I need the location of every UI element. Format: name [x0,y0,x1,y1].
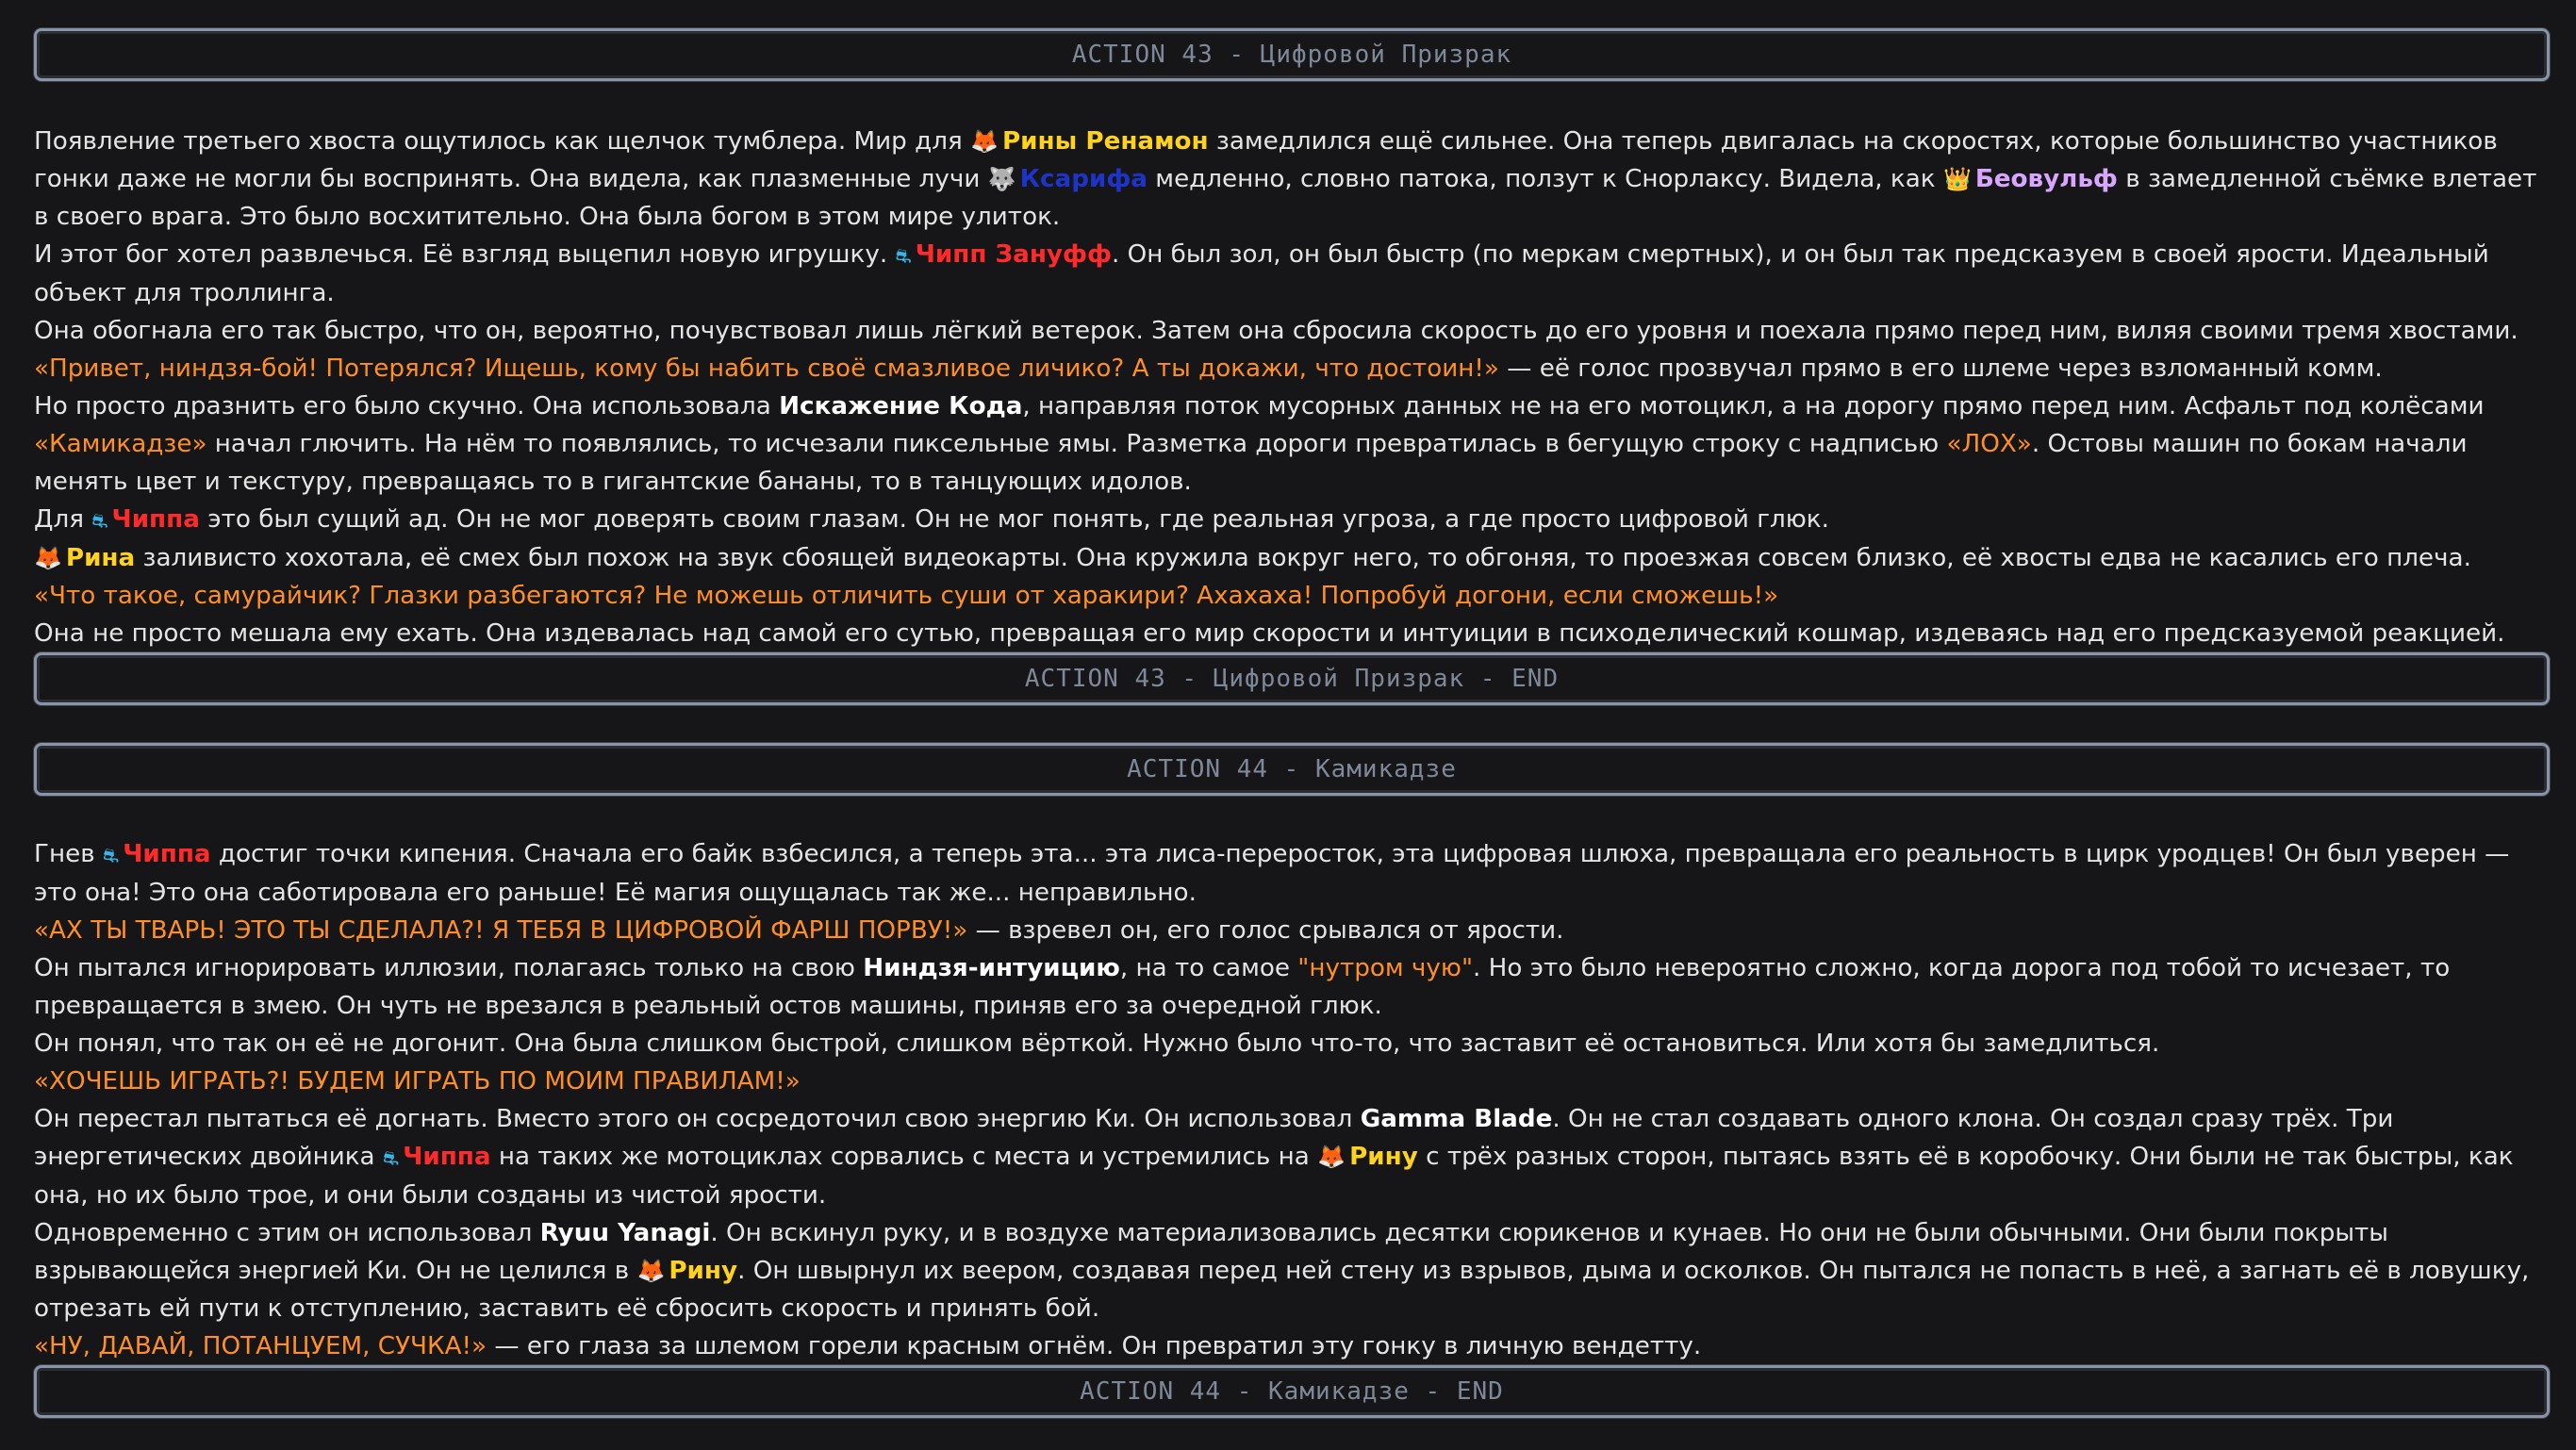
paragraph: Гнев ⛐ Чиппа достиг точки кипения. Сначала его байк взбесился, а теперь эта... эта лиса-переросток, эта цифровая шлюха, превращала его реальность в цирк уродцев! Он был уверен — это она! Это она саботировала его раньше! Её магия ощущалась так же... неправильно. [34,835,2550,912]
dialogue-quote: «Привет, ниндзя-бой! Потерялся? Ищешь, кому бы набить своё смазливое личико? А ты докажи, что достоин!» [34,354,1499,383]
paragraph: И этот бог хотел развлечься. Её взгляд выцепил новую игрушку. ⛐ Чипп Зануфф. Он был зол, он был быстр (по меркам смертных), и он был так предсказуем в своей ярости. Идеальный объект для троллинга. [34,236,2550,312]
character-rina: Рину [1349,1143,1418,1171]
paragraph: Она обогнала его так быстро, что он, вероятно, почувствовал лишь лёгкий ветерок. Затем она сбросила скорость до его уровня и поехала прямо перед ним, виляя своими тремя хвостами. [34,317,2518,345]
skill-name: Ниндзя-интуицию [863,954,1120,982]
skill-name: Gamma Blade [1360,1105,1553,1133]
fox-icon: 🦊 [636,1258,666,1284]
crown-icon: 👑 [1942,166,1972,192]
dialogue-quote: «Что такое, самурайчик? Глазки разбегаются? Не можешь отличить суши от харакири? Ахахаха! Попробуй догони, если сможешь!» [34,582,1779,610]
character-rina: Рина [65,544,136,572]
motorcycle-icon: ⛐ [91,509,108,532]
section-action-44-text [34,835,2550,1365]
skill-name: Искажение Кода [779,392,1023,420]
paragraph: Но просто дразнить его было скучно. Она использовала Искажение Кода, направляя поток мусорных данных не на его мотоцикл, а на дорогу прямо перед ним. Асфальт под колёсами «Камикадзе» начал глючить. На нём то появлялись, то исчезали пиксельные ямы. Разметка дороги превратилась в бегущую строку с надписью «ЛОХ». Остовы машин по бокам начали менять цвет и текстуру, превращаясь то в гигантские бананы, то в танцующих идолов. [34,392,2485,496]
section-footer-action-43: ACTION 43 - Цифровой Призрак - END [34,652,2550,705]
fox-icon: 🦊 [34,545,62,571]
paragraph: Она не просто мешала ему ехать. Она издевалась над самой его сутью, превращая его мир скорости и интуиции в психоделический кошмар, издеваясь над его предсказуемой реакцией. [34,619,2505,648]
paragraph: Он перестал пытаться её догнать. Вместо этого он сосредоточил свою энергию Ки. Он использовал Gamma Blade. Он не стал создавать одного клона. Он создал сразу трёх. Три энергетических двойника ⛐ Чиппа на таких же мотоциклах сорвались с места и устремились на 🦊 Рину с трёх разных сторон, пытаясь взять её в коробочку. Они были не так быстры, как она, но их было трое, и они были созданы из чистой ярости. [34,1105,2514,1210]
character-chip: Чиппа [111,505,200,534]
section-header-action-43: ACTION 43 - Цифровой Призрак [34,28,2550,81]
paragraph: Он пытался игнорировать иллюзии, полагаясь только на свою Ниндзя-интуицию, на то самое "нутром чую". Но это было невероятно сложно, когда дорога под тобой то исчезает, то превращается в змею. Он чуть не врезался в реальный остов машины, приняв его за очередной глюк. [34,954,2451,1020]
paragraph: «АХ ТЫ ТВАРЬ! ЭТО ТЫ СДЕЛАЛА?! Я ТЕБЯ В ЦИФРОВОЙ ФАРШ ПОРВУ!» — взревел он, его голос срывался от ярости. [34,916,1564,945]
fox-icon: 🦊 [970,128,999,155]
paragraph: 🦊 Рина заливисто хохотала, её смех был похож на звук сбоящей видеокарты. Она кружила вокруг него, то обгоняя, то проезжая совсем близко, её хвосты едва не касались его плеча. [34,539,2550,577]
motorcycle-icon: ⛐ [382,1146,400,1169]
motorcycle-icon: ⛐ [895,244,912,267]
character-chip: Чиппа [403,1143,491,1171]
character-rena: Рины Ренамон [1001,127,1209,156]
motorcycle-icon: ⛐ [102,844,120,866]
character-rina: Рину [669,1257,738,1285]
paragraph: Появление третьего хвоста ощутилось как щелчок тумблера. Мир для 🦊 Рины Ренамон замедлился ещё сильнее. Она теперь двигалась на скоростях, которые большинство участников гонки даже не могли бы воспринять. Она видела, как плазменные лучи 🐺 Ксарифа медленно, словно патока, ползут к Снорлаксу. Видела, как 👑 Беовульф в замедленной съёмке влетает в своего врага. Это было восхитительно. Она была богом в этом мире улиток. [34,123,2550,236]
character-ksarif: Ксарифа [1019,165,1148,193]
dialogue-quote: «АХ ТЫ ТВАРЬ! ЭТО ТЫ СДЕЛАЛА?! Я ТЕБЯ В ЦИФРОВОЙ ФАРШ ПОРВУ!» [34,916,968,945]
road-text: «ЛОХ» [1946,430,2032,458]
paragraph: «Привет, ниндзя-бой! Потерялся? Ищешь, кому бы набить своё смазливое личико? А ты докажи, что достоин!» — её голос прозвучал прямо в его шлеме через взломанный комм. [34,354,2383,383]
dialogue-quote: «ХОЧЕШЬ ИГРАТЬ?! БУДЕМ ИГРАТЬ ПО МОИМ ПРАВИЛАМ!» [34,1067,801,1096]
paragraph: Он понял, что так он её не догонит. Она была слишком быстрой, слишком вёрткой. Нужно было что-то, что заставит её остановиться. Или хотя бы замедлиться. [34,1030,2160,1058]
paragraph: Одновременно с этим он использовал Ryuu Yanagi. Он вскинул руку, и в воздухе материализовались десятки сюрикенов и кунаев. Но они не были обычными. Они были покрыты взрывающейся энергией Ки. Он не целился в 🦊 Рину. Он швырнул их веером, создавая перед ней стену из взрывов, дыма и осколков. Он пытался не попасть в неё, а загнать её в ловушку, отрезать ей пути к отступлению, заставить её сбросить скорость и принять бой. [34,1219,2530,1323]
wolf-icon: 🐺 [987,166,1016,192]
section-action-43-text [34,123,2550,652]
fox-icon: 🦊 [1317,1144,1346,1170]
skill-name: Ryuu Yanagi [539,1219,711,1247]
character-chip: Чипп Зануфф [915,240,1112,269]
vehicle-name: «Камикадзе» [34,430,207,458]
section-footer-action-44: ACTION 44 - Камикадзе - END [34,1365,2550,1418]
paragraph: Для ⛐ Чиппа это был сущий ад. Он не мог доверять своим глазам. Он не мог понять, где реальная угроза, а где просто цифровой глюк. [34,501,2550,539]
character-beowulf: Беовульф [1974,165,2118,193]
paragraph: «НУ, ДАВАЙ, ПОТАНЦУЕМ, СУЧКА!» — его глаза за шлемом горели красным огнём. Он превратил эту гонку в личную вендетту. [34,1332,1702,1360]
dialogue-quote: «НУ, ДАВАЙ, ПОТАНЦУЕМ, СУЧКА!» [34,1332,487,1360]
character-chip: Чиппа [123,840,211,868]
gut-feeling-quote: "нутром чую" [1297,954,1473,982]
section-header-action-44: ACTION 44 - Камикадзе [34,743,2550,796]
